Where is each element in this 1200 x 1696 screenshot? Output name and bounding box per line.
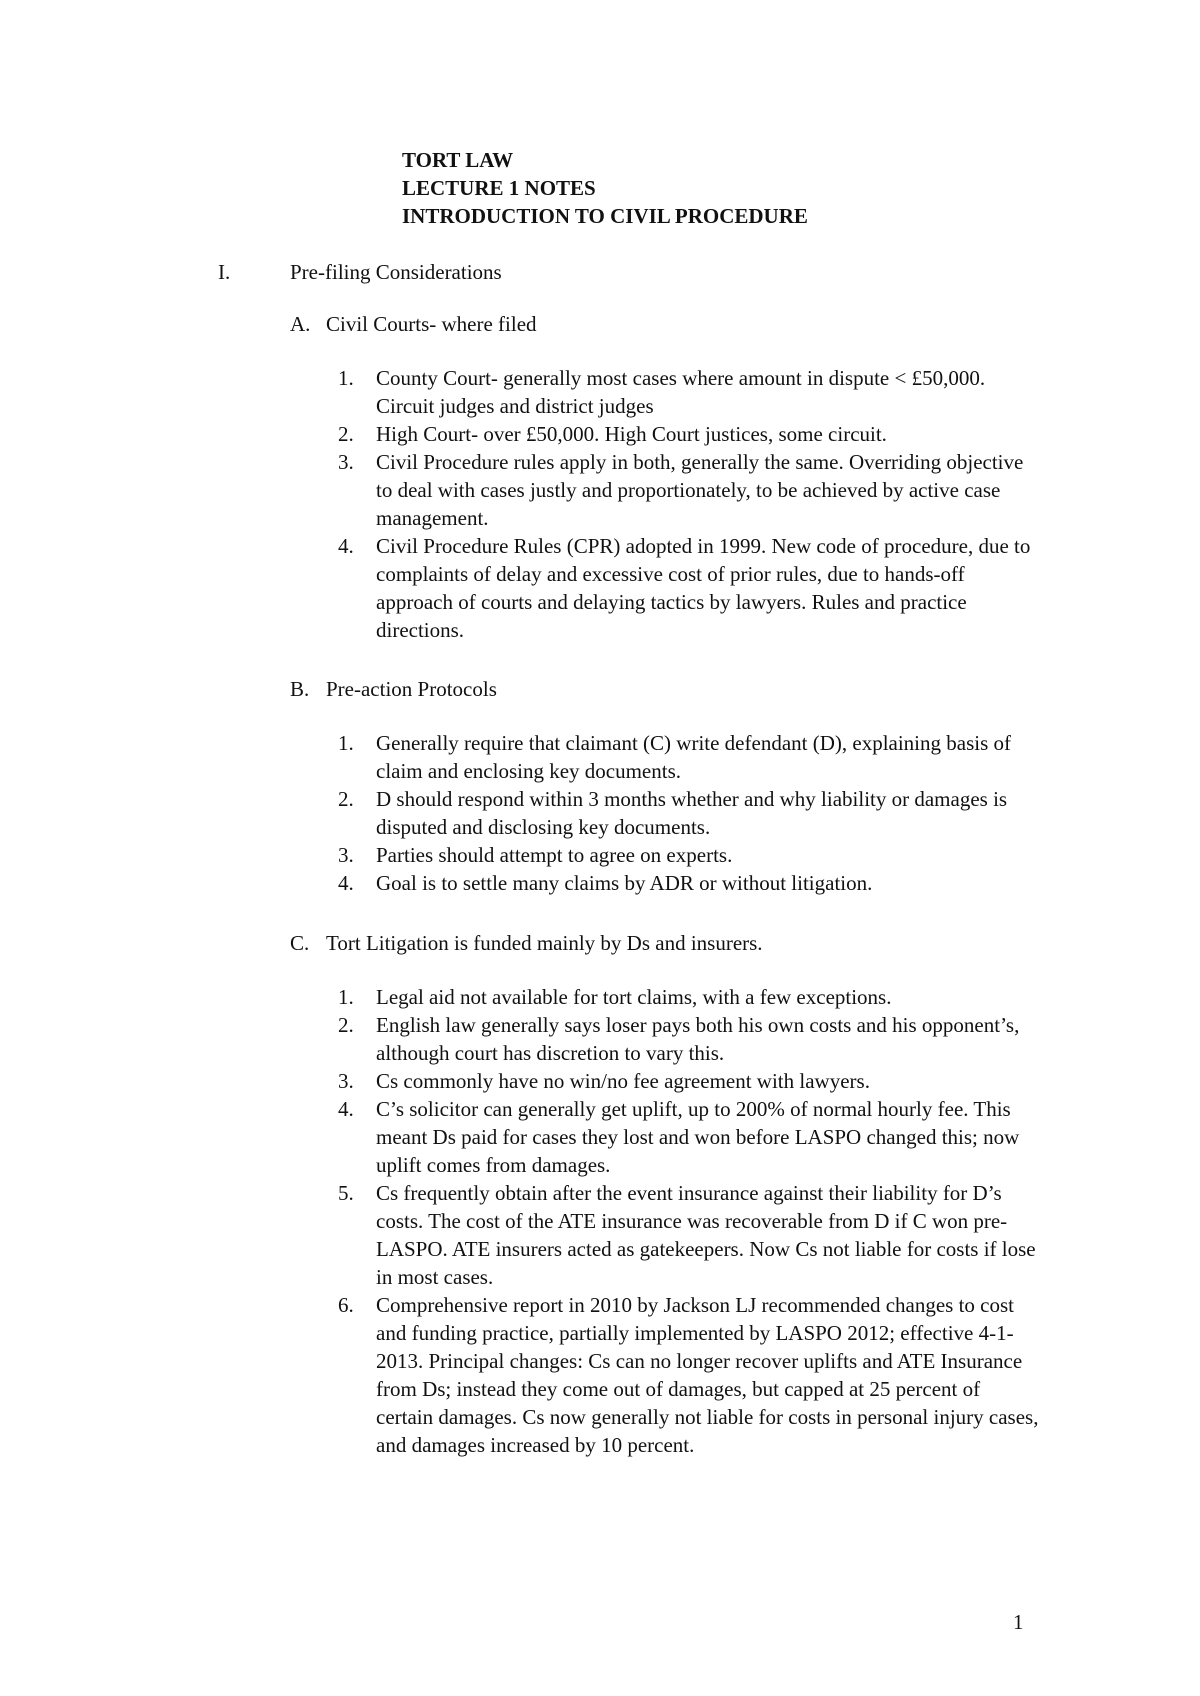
item-number: 1. <box>338 985 354 1009</box>
item-text: Generally require that claimant (C) write defendant (D), explaining basis of claim and enclosing key documents. <box>376 731 1012 783</box>
item-number: 4. <box>338 1097 354 1121</box>
item-number: 3. <box>338 450 354 474</box>
header-lecture-title: LECTURE 1 NOTES <box>402 176 596 200</box>
item-list <box>290 729 1050 897</box>
subsection-letter: B. <box>290 677 310 701</box>
item-text: Legal aid not available for tort claims, with a few exceptions. <box>376 985 892 1009</box>
item-number: 6. <box>338 1293 354 1317</box>
item-text: Comprehensive report in 2010 by Jackson LJ recommended changes to cost and funding practice, partially implemented by LASPO 2012; effective 4-1-2013. Principal changes: Cs can no longer recover uplifts and ATE Insurance from Ds; instead they come out of damages, but capped at 25 percent of certain damages. Cs now generally not liable for costs in personal injury cases, and damages increased by 10 percent. <box>376 1293 1039 1457</box>
item-text: C’s solicitor can generally get uplift, up to 200% of normal hourly fee. This meant Ds paid for cases they lost and won before LASPO changed this; now uplift comes from damages. <box>376 1097 1020 1177</box>
list-item <box>290 1179 1042 1291</box>
document-header <box>402 146 808 230</box>
item-number: 5. <box>338 1181 354 1205</box>
item-number: 3. <box>338 1069 354 1093</box>
header-course-title: TORT LAW <box>402 148 514 172</box>
item-text: Civil Procedure rules apply in both, generally the same. Overriding objective to deal with cases justly and proportionately, to be achieved by active case management. <box>376 450 1024 530</box>
list-item <box>290 785 1042 841</box>
list-item <box>290 841 1042 869</box>
item-number: 2. <box>338 787 354 811</box>
item-number: 1. <box>338 366 354 390</box>
item-text: High Court- over £50,000. High Court justices, some circuit. <box>376 422 887 446</box>
item-text: Civil Procedure Rules (CPR) adopted in 1999. New code of procedure, due to complaints of delay and excessive cost of prior rules, due to hands-off approach of courts and delaying tactics by lawyers. Rules and practice directions. <box>376 534 1031 642</box>
subsection-heading <box>290 929 1050 957</box>
subsection-heading <box>290 675 1050 703</box>
item-number: 4. <box>338 534 354 558</box>
subsection-title: Civil Courts- where filed <box>326 312 537 336</box>
list-item <box>290 983 1042 1011</box>
list-item <box>290 364 1042 420</box>
item-list <box>290 364 1050 644</box>
item-text: Cs frequently obtain after the event insurance against their liability for D’s costs. The cost of the ATE insurance was recoverable from D if C won pre-LASPO. ATE insurers acted as gatekeepers. Now Cs not liable for costs if lose in most cases. <box>376 1181 1036 1289</box>
list-item <box>290 532 1042 644</box>
subsection-b <box>290 675 1050 897</box>
list-item <box>290 448 1042 532</box>
item-list <box>290 983 1050 1459</box>
list-item <box>290 1011 1042 1067</box>
subsection-letter: C. <box>290 931 310 955</box>
subsection-title: Tort Litigation is funded mainly by Ds and insurers. <box>326 931 763 955</box>
item-text: County Court- generally most cases where amount in dispute < £50,000. Circuit judges and district judges <box>376 366 986 418</box>
item-text: D should respond within 3 months whether and why liability or damages is disputed and disclosing key documents. <box>376 787 1008 839</box>
item-number: 2. <box>338 422 354 446</box>
list-item <box>290 1067 1042 1095</box>
list-item <box>290 729 1042 785</box>
item-text: Goal is to settle many claims by ADR or without litigation. <box>376 871 873 895</box>
subsection-a <box>290 310 1050 644</box>
section-numeral: I. <box>218 260 231 284</box>
header-topic-title: INTRODUCTION TO CIVIL PROCEDURE <box>402 204 808 228</box>
list-item <box>290 420 1042 448</box>
list-item <box>290 1291 1042 1459</box>
page-number: 1 <box>1013 1610 1024 1634</box>
subsection-letter: A. <box>290 312 311 336</box>
section-title: Pre-filing Considerations <box>290 260 502 284</box>
item-number: 3. <box>338 843 354 867</box>
subsection-heading <box>290 310 1050 338</box>
list-item <box>290 1095 1042 1179</box>
item-number: 1. <box>338 731 354 755</box>
subsection-c <box>290 929 1050 1459</box>
item-number: 4. <box>338 871 354 895</box>
subsection-title: Pre-action Protocols <box>326 677 497 701</box>
list-item <box>290 869 1042 897</box>
item-text: Parties should attempt to agree on experts. <box>376 843 733 867</box>
item-text: Cs commonly have no win/no fee agreement with lawyers. <box>376 1069 870 1093</box>
item-text: English law generally says loser pays both his own costs and his opponent’s, although court has discretion to vary this. <box>376 1013 1020 1065</box>
item-number: 2. <box>338 1013 354 1037</box>
